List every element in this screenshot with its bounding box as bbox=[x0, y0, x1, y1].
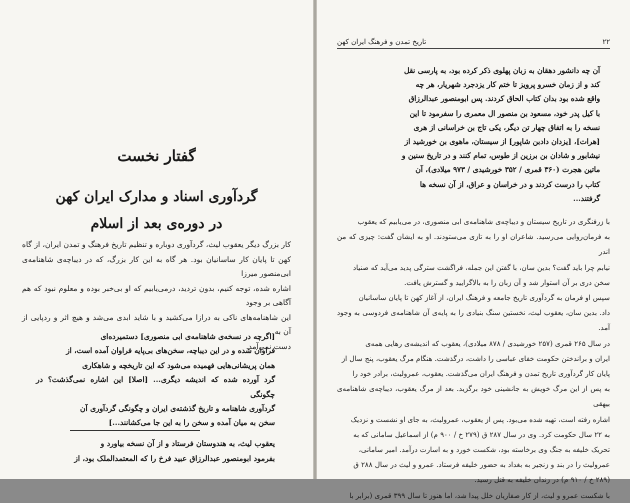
footnote-divider bbox=[70, 430, 200, 431]
text-line: به پس از این مرگ خویش به جانشینی خود برگزید. بعد از مرگ یعقوب، دیباچه‌ی شاهنامه‌ی بیهقی bbox=[337, 384, 610, 409]
text-line: با زرفنگری در تاریخ سیستان و دیباچه‌ی شاهنامه‌ی ابی منصوری، در می‌یابیم که یعقوب bbox=[357, 217, 610, 226]
quote-line: گرفتند... bbox=[573, 193, 600, 203]
quote-line: آن چه دانشور دهقان به زبان پهلوی ذکر کرده بود، به پارسی نقل bbox=[403, 66, 600, 75]
quote-line: [هرات]، [یزدان دادبن شاپور] از سیستان، ماهوی بن خورشید از bbox=[404, 137, 600, 147]
quote-line: ماتین هجرت (۳۶۰ قمری / ۳۵۲ خورشیدی / ۹۷۳ میلادی)، آن bbox=[415, 165, 600, 175]
text-line: کار بزرگ دیگر یعقوب لیث، گردآوری دوباره و تنظیم تاریخ فرهنگ و تمدن ایران، از گاه bbox=[22, 240, 291, 249]
quote-line: با کیل پدر خود، مسعود بن منصور ال معمری را سفرمود تا این bbox=[409, 108, 600, 118]
quote-line: فراوان شده و در این دیباچه، سخن‌های بی‌پایه فراوان آمده است، از bbox=[66, 346, 275, 356]
quote-line: گردآوری شاهنامه و تاریخ گذشته‌ی ایران و چگونگی گردآوری آن bbox=[80, 404, 275, 414]
chapter-title bbox=[30, 184, 283, 238]
quote-line: کند و از زمان خسرو پرویز تا ختم کار یزدجرد شهریار، هر چه bbox=[415, 80, 600, 90]
text-line: با شکست عمرو و لیث، از کار صفاریان خلل پیدا شد، اما هنوز تا سال ۳۹۹ قمری (برابر با bbox=[349, 490, 610, 500]
text-line: در سال ۲۶۵ قمری (۲۵۷ خورشیدی / ۸۷۸ میلادی)، یعقوب که اندیشه‌ی رهایی همه‌ی bbox=[365, 338, 610, 348]
text-line: کهن تا پایان کار ساسانیان بود. هر گاه به این کار بزرگ، که در دیباچه‌ی شاهنامه‌ی ابی‌منصور میرزا bbox=[22, 254, 291, 278]
right-body-text bbox=[337, 214, 610, 503]
text-line: پایان کار گردآوری تاریخ تمدن و فرهنگ ایران می‌گذشت. یعقوب، عمرولیث، برادر خود را bbox=[352, 369, 610, 379]
left-footnote bbox=[36, 437, 275, 466]
right-page bbox=[317, 0, 630, 500]
left-quote bbox=[36, 330, 275, 431]
text-line: سخن دری بر آن استوار شد و آن زبان را به بالاگرایید و گسترش یافت. bbox=[404, 277, 610, 287]
text-line: نیابم چرا باید گفت؟ بدین سان، با گفتن این جمله، فراگشت سترگی پدید می‌آید که صنیاد bbox=[352, 262, 610, 272]
text-line: دست نمی‌آمد. bbox=[245, 341, 291, 351]
quote-line: نیشابور و شادان بن برزین از طوس، تمام کنند و در تاریخ سنین و bbox=[401, 151, 600, 161]
page-number: ۲۲ bbox=[602, 38, 610, 46]
quote-line: گرد آورده شده که اندیشه دیگری... [اصلا] این اشاره نمی‌گذشت؟ در چگونگی bbox=[36, 375, 275, 399]
footnote-line: یعقوب لیث، به هندوستان فرستاد و از آن نسخه بیاورد و bbox=[100, 439, 275, 448]
left-page bbox=[0, 0, 313, 479]
text-line: به فرمان‌روایی می‌رسید. شاعران او را به تازی می‌ستودند. او به ایشان گفت: چیزی که من اندر bbox=[337, 232, 610, 257]
text-line: به ۲۲ سال حکومت کرد. وی در سال ۲۸۷ ق (۲۷۹ خ / ۹۰۰ م) از اسماعیل سامانی که به bbox=[353, 429, 610, 439]
text-line: اشاره شده، توجه کنیم، بدون تردید، درمی‌یابیم که او بی‌خبر بوده و معلوم نبود که هم آگاهی بر وجود bbox=[22, 283, 291, 307]
running-header bbox=[337, 34, 610, 49]
header-title: تاریخ تمدن و فرهنگ ایران کهن bbox=[337, 38, 427, 46]
chapter-label: گفتار نخست bbox=[117, 147, 196, 165]
text-line: این شاهنامه‌های ناکی به درازا می‌کشید و با شاید ابدی می‌شد و هیچ اثر و ردپایی از آن به bbox=[22, 312, 291, 336]
chapter-title-line: در دوره‌ی بعد از اسلام bbox=[90, 216, 223, 232]
text-line: ایران و براندختن حکومت خفای عباسی را داشت، درگذشت. هنگام مرگ یعقوب، پنج سال از bbox=[341, 353, 610, 363]
text-line: تحریک خلیفه به جنگ وی برخاسته بود، شکست خورد و به اسارت درآمد. امیر سامانی، bbox=[358, 445, 610, 455]
quote-line: سخن به میان آمده و سخن را به این جا می‌کشانند...] bbox=[108, 418, 275, 428]
text-line: سپس او فرمان به گردآوری تاریخ جامعه و فرهنگ ایران، از آغاز کهن تا پایان ساسانیان bbox=[358, 293, 610, 303]
quote-line: واقع شده بود بدان کتاب الحاق کردند. پس ابومنصور عبدالرزاق bbox=[408, 94, 600, 104]
text-line: عمرولیث را در بند و زنجیر به بغداد به حضور خلیفه فرستاد. عمرو و لیث در سال ۲۸۸ ق bbox=[353, 460, 610, 470]
chapter-title-line: گردآوری اسناد و مدارک ایران کهن bbox=[55, 189, 258, 205]
right-quote bbox=[347, 64, 600, 206]
text-line: (۲۸۹ خ / ۹۱۰ م) در زندان خلیفه به قتل رسید. bbox=[474, 475, 610, 485]
text-line: داد. بدین سان، یعقوب لیث، نخستین سنگ بنیادی را به پایه‌ی آن شاهنامه‌ی فردوسی به وجود آمد. bbox=[337, 308, 610, 333]
quote-line: کتاب را درست کردند و در خراسان و عراق، از آن نسخه ها bbox=[419, 179, 600, 189]
quote-line: نسخه را به اتفاق چهار تن دیگر، یکی تاج بن خراسانی از هری bbox=[413, 122, 600, 132]
quote-line: [اگرچه در نسخه‌ی شاهنامه‌ی ابی منصوری] دستمیرده‌ای bbox=[100, 332, 275, 341]
footnote-line: بفرمود ابومنصور عبدالرزاق عبید فرخ را که المعتمدالملک بود، از bbox=[74, 453, 275, 463]
text-line: اشاره رفته است، تهیه شده می‌بود. پس از یعقوب، عمرولیث، به جای او نشست و نزدیک bbox=[350, 414, 610, 424]
quote-line: همان پریشانی‌هایی فهمیده می‌شود که این تاریخچه و شاهکاری bbox=[82, 360, 275, 370]
